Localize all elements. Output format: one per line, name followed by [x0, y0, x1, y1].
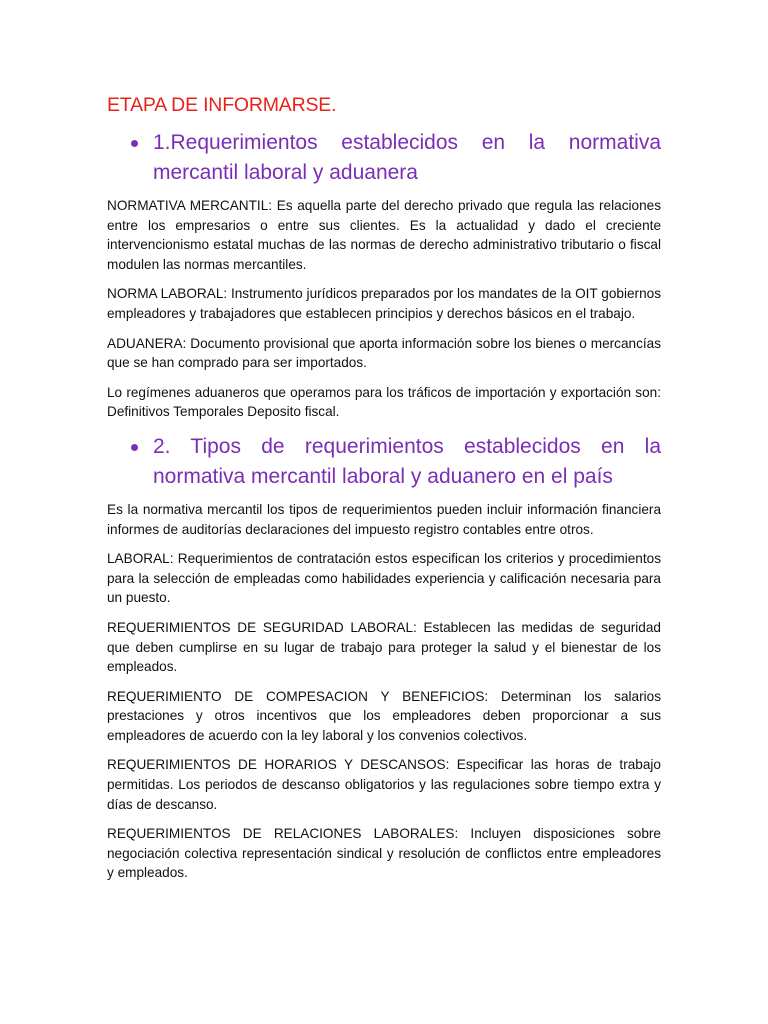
section-heading-text: 2. Tipos de requerimientos establecidos en la normativa mercantil laboral y aduanero en el país [153, 434, 661, 488]
bullet-icon [131, 140, 138, 147]
paragraph-relaciones-laborales: REQUERIMIENTOS DE RELACIONES LABORALES: Incluyen disposiciones sobre negociación colectiva representación sindical y resolución de conflictos entre empleadores y empleados. [107, 826, 661, 881]
paragraph-compensacion-beneficios: REQUERIMIENTO DE COMPESACION Y BENEFICIOS: Determinan los salarios prestaciones y otros incentivos que los empleadores deben proporcionar a sus empleadores de acuerdo con la ley laboral y los convenios colectivos. [107, 688, 661, 743]
section-heading-text: 1.Requerimientos establecidos en la normativa mercantil laboral y aduanera [153, 131, 661, 184]
paragraph-regimenes-aduaneros: Lo regímenes aduaneros que operamos para los tráficos de importación y exportación son: Definitivos Temporales Deposito fiscal. [107, 384, 661, 420]
section-heading-requerimientos [107, 128, 661, 188]
paragraph-horarios-descansos: REQUERIMIENTOS DE HORARIOS Y DESCANSOS: Especificar las horas de trabajo permitidas. Los periodos de descanso obligatorios y las regulaciones sobre tiempo extra y días de descanso. [107, 757, 661, 812]
document-page [107, 92, 661, 893]
paragraph-norma-laboral: NORMA LABORAL: Instrumento jurídicos preparados por los mandates de la OIT gobiernos empleadores y trabajadores que establecen principios y derechos básicos en el trabajo. [107, 286, 661, 321]
bullet-icon [131, 444, 138, 451]
document-title: ETAPA DE INFORMARSE. [107, 94, 337, 116]
paragraph-laboral: LABORAL: Requerimientos de contratación estos especifican los criterios y procedimientos para la selección de empleadas como habilidades experiencia y calificación necesaria para un puesto. [107, 551, 661, 606]
paragraph-aduanera: ADUANERA: Documento provisional que aporta información sobre los bienes o mercancías que se han comprado para ser importados. [107, 335, 661, 371]
section-heading-tipos [107, 432, 661, 492]
paragraph-seguridad-laboral: REQUERIMIENTOS DE SEGURIDAD LABORAL: Establecen las medidas de seguridad que deben cumplirse en su lugar de trabajo para proteger la salud y el bienestar de los empleados. [107, 619, 661, 675]
paragraph-normativa-mercantil-tipos: Es la normativa mercantil los tipos de requerimientos pueden incluir información financiera informes de auditorías declaraciones del impuesto registro contables entre otros. [107, 501, 661, 537]
paragraph-normativa-mercantil: NORMATIVA MERCANTIL: Es aquella parte del derecho privado que regula las relaciones entre los empresarios o entre sus clientes. Es la actualidad y dado el creciente intervencionismo estatal muchas de las normas de derecho administrativo tributario o fiscal modulen las normas mercantiles. [107, 198, 661, 272]
